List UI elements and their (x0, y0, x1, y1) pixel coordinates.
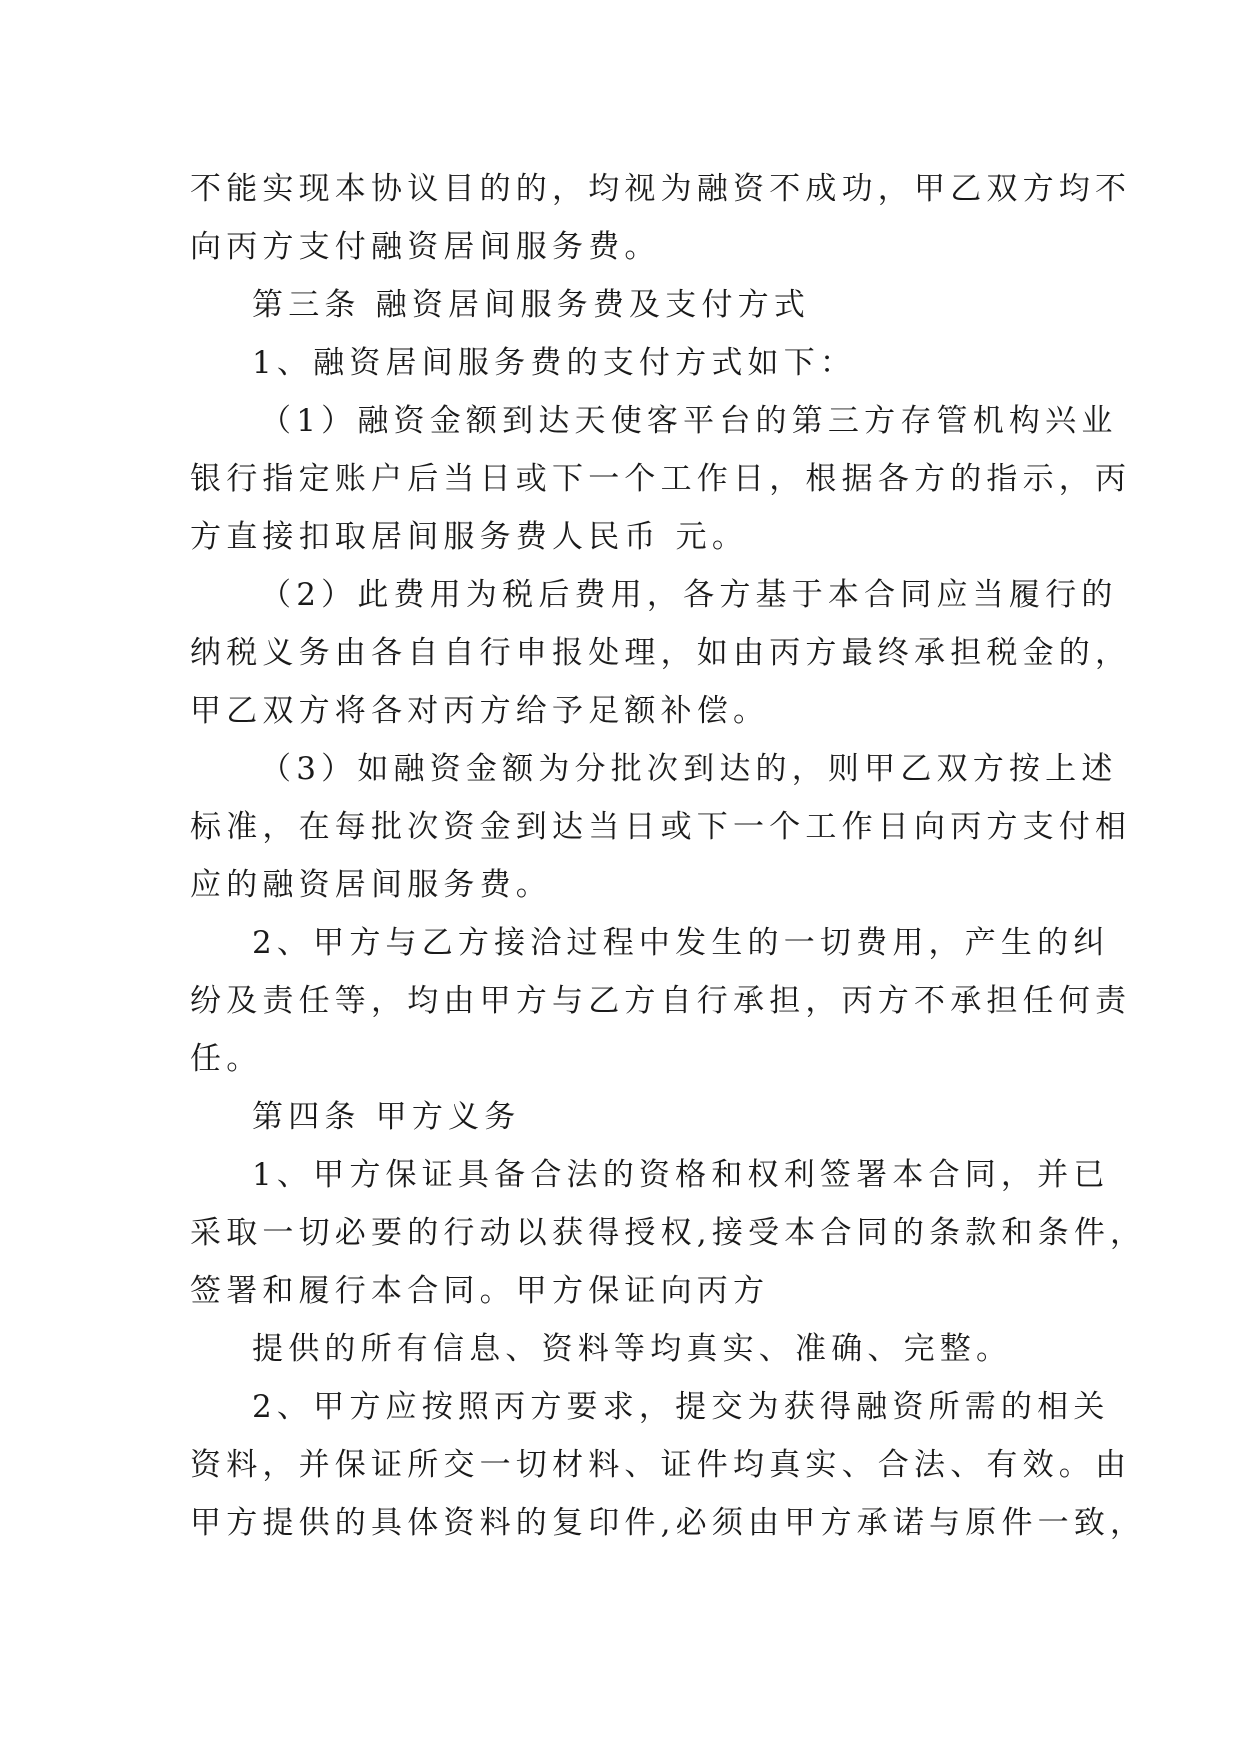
paragraph-line: 资料，并保证所交一切材料、证件均真实、合法、有效。由 (190, 1447, 1132, 1483)
paragraph-line: 方直接扣取居间服务费人民币 元。 (190, 519, 749, 555)
paragraph-line: 甲方提供的具体资料的复印件,必须由甲方承诺与原件一致， (190, 1505, 1147, 1541)
clause-line: 1、融资居间服务费的支付方式如下： (252, 345, 857, 381)
paragraph-line: 甲乙双方将各对丙方给予足额补偿。 (190, 693, 770, 729)
subclause-line: （2）此费用为税后费用，各方基于本合同应当履行的 (260, 577, 1118, 613)
document-page (190, 160, 1147, 1552)
clause-line: 2、甲方应按照丙方要求，提交为获得融资所需的相关 (252, 1389, 1110, 1425)
paragraph-line: 提供的所有信息、资料等均真实、准确、完整。 (252, 1331, 1013, 1367)
paragraph-line: 采取一切必要的行动以获得授权,接受本合同的条款和条件， (190, 1215, 1147, 1251)
paragraph-line: 不能实现本协议目的的，均视为融资不成功，甲乙双方均不 (190, 171, 1132, 207)
paragraph-line: 向丙方支付融资居间服务费。 (190, 229, 661, 265)
paragraph-line: 任。 (190, 1041, 263, 1077)
paragraph-line: 纷及责任等，均由甲方与乙方自行承担，丙方不承担任何责 (190, 983, 1132, 1019)
article-heading: 第三条 融资居间服务费及支付方式 (252, 287, 811, 323)
paragraph-line: 签署和履行本合同。甲方保证向丙方 (190, 1273, 770, 1309)
paragraph-line: 银行指定账户后当日或下一个工作日，根据各方的指示，丙 (190, 461, 1132, 497)
clause-line: 2、甲方与乙方接洽过程中发生的一切费用，产生的纠 (252, 925, 1110, 961)
article-heading: 第四条 甲方义务 (252, 1099, 521, 1135)
paragraph-line: 纳税义务由各自自行申报处理，如由丙方最终承担税金的， (190, 635, 1132, 671)
subclause-line: （3）如融资金额为分批次到达的，则甲乙双方按上述 (260, 751, 1118, 787)
subclause-line: （1）融资金额到达天使客平台的第三方存管机构兴业 (260, 403, 1118, 439)
paragraph-line: 应的融资居间服务费。 (190, 867, 552, 903)
clause-line: 1、甲方保证具备合法的资格和权利签署本合同，并已 (252, 1157, 1110, 1193)
paragraph-line: 标准，在每批次资金到达当日或下一个工作日向丙方支付相 (190, 809, 1132, 845)
